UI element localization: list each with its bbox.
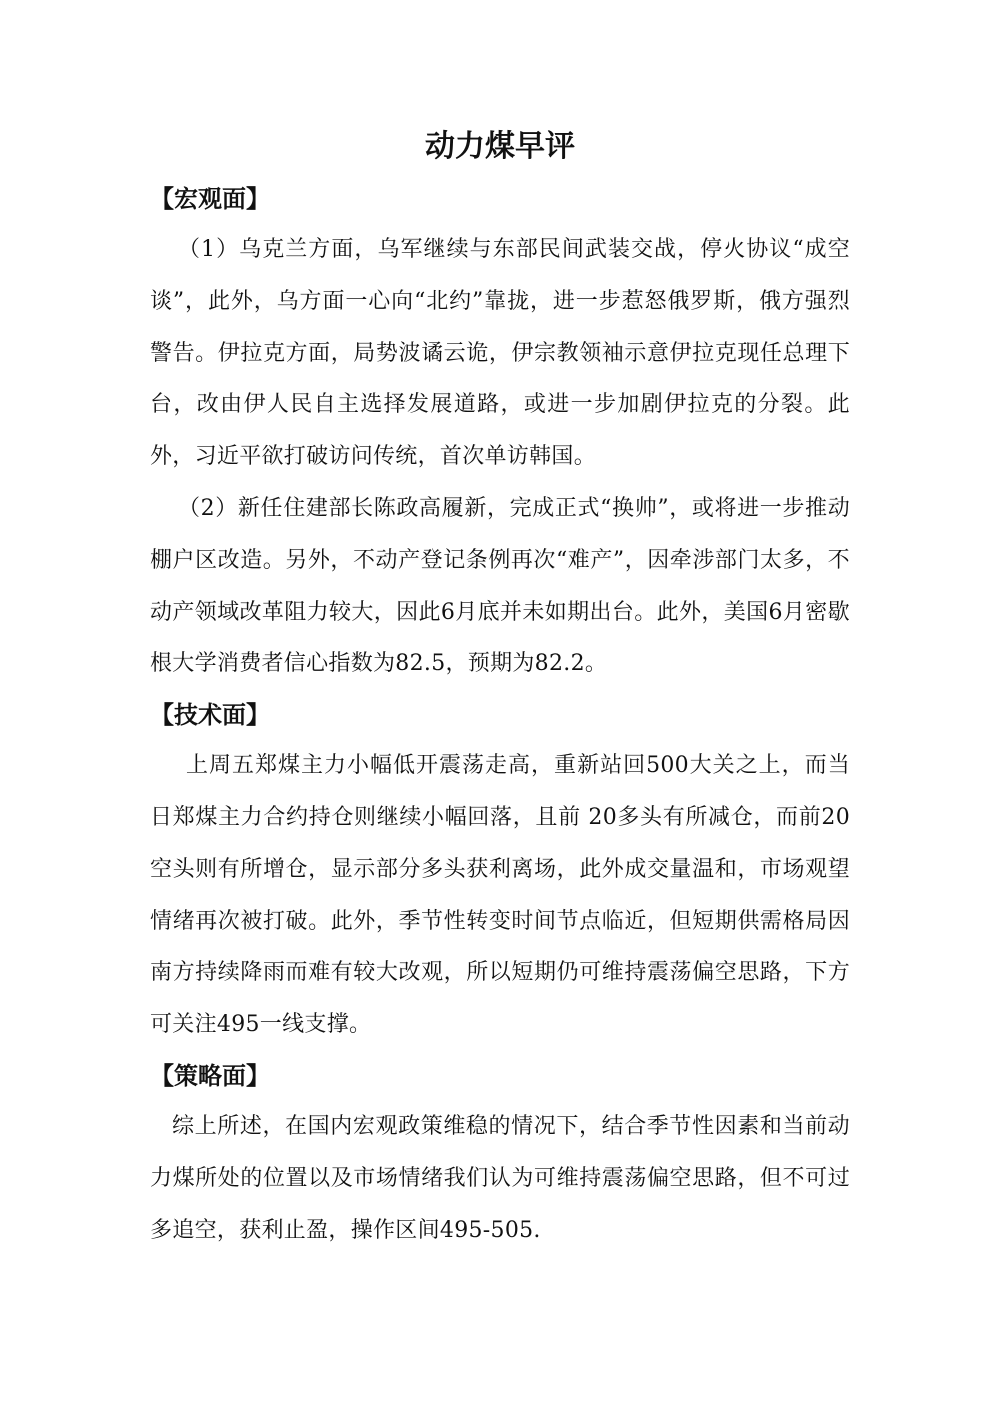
paragraph-strategy-1: 综上所述，在国内宏观政策维稳的情况下，结合季节性因素和当前动力煤所处的位置以及市场情绪我们认为可维持震荡偏空思路，但不可过多追空，获利止盈，操作区间495-505.	[150, 1113, 850, 1243]
section-heading-macro: 【宏观面】	[150, 185, 270, 213]
paragraph-macro-2: （2）新任住建部长陈政高履新，完成正式“换帅”，或将进一步推动棚户区改造。另外，不动产登记条例再次“难产”，因牵涉部门太多，不动产领域改革阻力较大，因此6月底并未如期出台。此外，美国6月密歇根大学消费者信心指数为82.5，预期为82.2。	[150, 495, 850, 677]
document-page	[150, 122, 850, 1256]
section-macro	[150, 174, 850, 690]
section-heading-strategy: 【策略面】	[150, 1061, 270, 1090]
paragraph-technical-1: 上周五郑煤主力小幅低开震荡走高，重新站回500大关之上，而当日郑煤主力合约持仓则继续小幅回落，且前 20多头有所减仓，而前20空头则有所增仓，显示部分多头获利离场，此外成交量温和，市场观望情绪再次被打破。此外，季节性转变时间节点临近，但短期供需格局因南方持续降雨而难有较大改观，所以短期仍可维持震荡偏空思路，下方可关注495一线支撑。	[150, 753, 850, 1038]
section-technical	[150, 690, 850, 1051]
section-heading-technical: 【技术面】	[150, 701, 270, 730]
paragraph-macro-1: （1）乌克兰方面，乌军继续与东部民间武装交战，停火协议“成空谈”，此外，乌方面一心向“北约”靠拢，进一步惹怒俄罗斯，俄方强烈警告。伊拉克方面，局势波谲云诡，伊宗教领袖示意伊拉克现任总理下台，改由伊人民自主选择发展道路，或进一步加剧伊拉克的分裂。此外，习近平欲打破访问传统，首次单访韩国。	[150, 237, 850, 470]
section-strategy	[150, 1051, 850, 1256]
document-title: 动力煤早评	[425, 129, 575, 164]
